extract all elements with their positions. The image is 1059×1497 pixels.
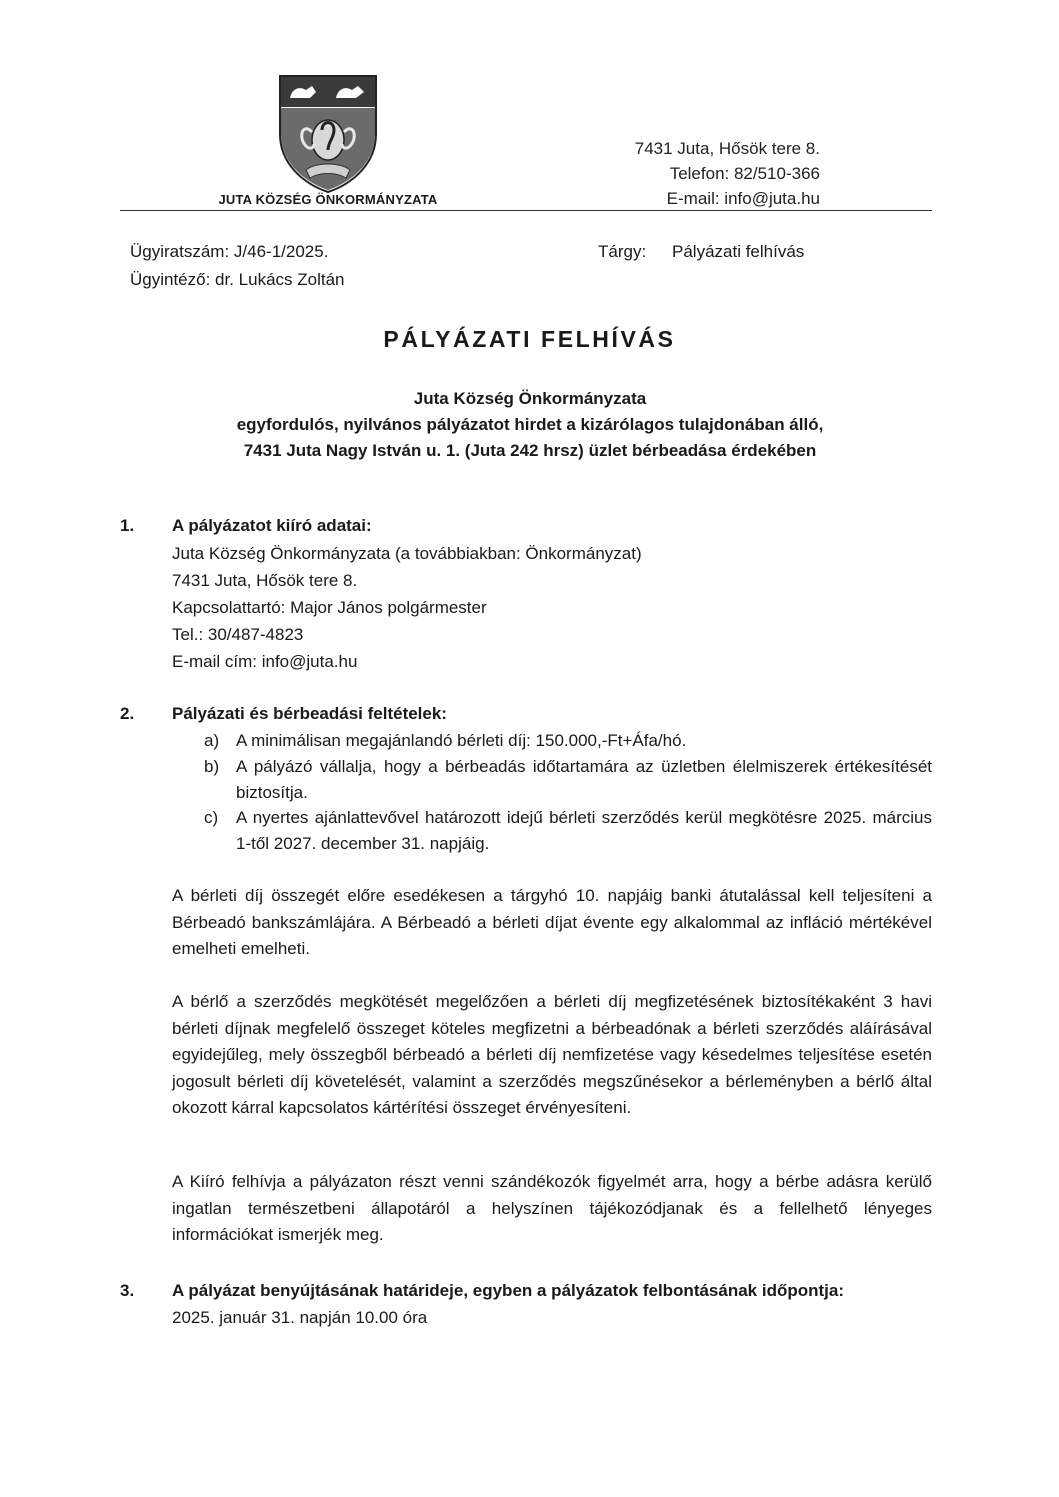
section-line: Kapcsolattartó: Major János polgármester <box>172 598 487 617</box>
address-line: 7431 Juta, Hősök tere 8. <box>634 139 820 158</box>
email-line: E-mail: info@juta.hu <box>666 189 820 208</box>
phone-line: Telefon: 82/510-366 <box>669 164 820 183</box>
section-line: E-mail cím: info@juta.hu <box>172 652 358 671</box>
paragraph: A bérlő a szerződés megkötését megelőzően a bérleti díj megfizetésének biztosítékaként 3 havi bérleti díjnak megfelelő összeget köteles megfizetni a bérbeadónak a bérleti szerződés aláírásával egyidejűleg, mely összegből bérbeadó a bérleti díj nemfizetése vagy késedelmes teljesítése esetén jogosult bérleti díj követelését, valamint a szerződés megszűnésekor a bérleményben a bérlő által okozott kárral kapcsolatos kártérítési összeget érvényesíteni. <box>172 992 932 1117</box>
intro-line: Juta Község Önkormányzata <box>413 389 647 408</box>
subject-value: Pályázati felhívás <box>672 242 805 261</box>
subject-meta <box>598 238 804 266</box>
section-number: 1. <box>120 516 135 535</box>
paragraph: A Kiíró felhívja a pályázaton részt venni szándékozók figyelmét arra, hogy a bérbe adásra kerülő ingatlan természetbeni állapotáról a helyszínen tájékozódjanak és a fellelhető lényeges információkat ismerjék meg. <box>172 1172 932 1244</box>
list-item-text: A nyertes ajánlattevővel határozott idejű bérleti szerződés kerül megkötésre 2025. március 1-től 2027. december 31. napjáig. <box>236 808 932 853</box>
section-heading: A pályázat benyújtásának határideje, egyben a pályázatok felbontásának időpontja: <box>172 1281 845 1300</box>
section-line: 2025. január 31. napján 10.00 óra <box>172 1308 428 1327</box>
list-marker: b) <box>204 757 220 776</box>
contact-block <box>560 136 820 211</box>
list-item <box>204 728 932 754</box>
section-line: Juta Község Önkormányzata (a továbbiakban: Önkormányzat) <box>172 544 642 563</box>
paragraph: A bérleti díj összegét előre esedékesen a tárgyhó 10. napjáig banki átutalással kell teljesíteni a Bérbeadó bankszámlájára. A Bérbeadó a bérleti díjat évente egy alkalommal az infláció mértékével emelheti emelheti. <box>172 886 932 958</box>
case-meta <box>130 238 345 294</box>
organization-name: JUTA KÖZSÉG ÖNKORMÁNYZATA <box>218 192 438 207</box>
document-title: PÁLYÁZATI FELHÍVÁS <box>383 326 676 352</box>
section-number: 3. <box>120 1281 135 1300</box>
intro-block <box>150 386 910 464</box>
intro-line: 7431 Juta Nagy István u. 1. (Juta 242 hrsz) üzlet bérbeadása érdekében <box>243 441 817 460</box>
section-line: 7431 Juta, Hősök tere 8. <box>172 571 358 590</box>
list-item-text: A pályázó vállalja, hogy a bérbeadás időtartamára az üzletben élelmiszerek értékesítését biztosítja. <box>236 757 932 802</box>
list-marker: a) <box>204 731 220 750</box>
header-divider <box>120 210 932 211</box>
case-number: Ügyiratszám: J/46-1/2025. <box>130 242 329 261</box>
list-item-text: A minimálisan megajánlandó bérleti díj: 150.000,-Ft+Áfa/hó. <box>236 731 687 750</box>
section-line: Tel.: 30/487-4823 <box>172 625 304 644</box>
list-item <box>204 754 932 806</box>
coat-of-arms-logo <box>276 72 380 194</box>
intro-line: egyfordulós, nyilvános pályázatot hirdet a kizárólagos tulajdonában álló, <box>236 415 824 434</box>
case-officer: Ügyintéző: dr. Lukács Zoltán <box>130 270 345 289</box>
shield-icon <box>276 72 380 194</box>
list-item <box>204 805 932 857</box>
section-heading: A pályázatot kiíró adatai: <box>172 516 372 535</box>
subject-label: Tárgy: <box>598 242 647 261</box>
section-number: 2. <box>120 704 135 723</box>
section-heading: Pályázati és bérbeadási feltételek: <box>172 704 447 723</box>
list-marker: c) <box>204 808 219 827</box>
